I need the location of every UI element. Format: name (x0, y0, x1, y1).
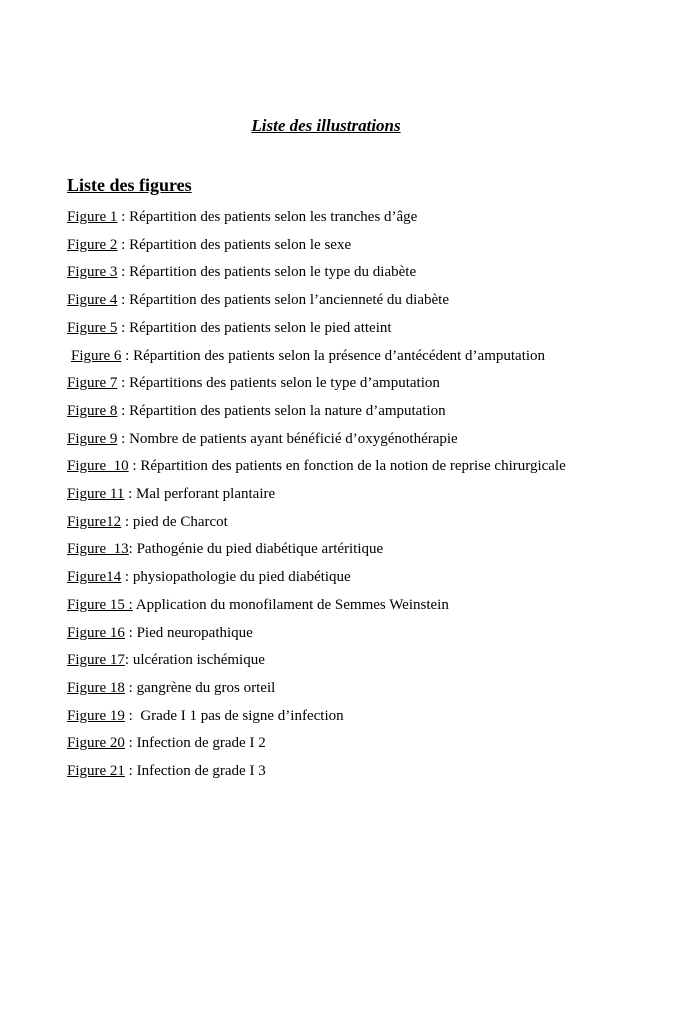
figure-caption: Répartition des patients selon le sexe (129, 236, 352, 253)
figure-caption: Répartition des patients selon la nature d’amputation (129, 402, 446, 419)
figure-label: Figure 11 (67, 486, 125, 503)
figure-label: Figure 3 (67, 264, 118, 281)
figure-caption: Répartitions des patients selon le type d’amputation (129, 375, 440, 392)
figure-separator: : (117, 209, 130, 225)
figure-label: Figure 5 (67, 319, 118, 336)
figure-label: Figure14 (67, 569, 122, 586)
figure-caption: Mal perforant plantaire (136, 486, 276, 503)
figure-caption: Répartition des patients selon l’ancienneté du diabète (129, 292, 449, 309)
figure-separator: : (124, 679, 137, 696)
figure-caption: physiopathologie du pied diabétique (132, 569, 351, 586)
list-item (67, 647, 585, 675)
list-item (67, 620, 585, 648)
list-item (67, 453, 585, 481)
figure-separator: : (121, 569, 133, 586)
figure-label: Figure 4 (67, 292, 118, 309)
figure-list (67, 204, 585, 786)
figure-label: Figure 7 (67, 375, 118, 392)
list-item (67, 758, 585, 786)
list-item (67, 481, 585, 509)
list-item (67, 287, 585, 315)
figure-separator: : (117, 236, 130, 253)
figure-caption: ulcération ischémique (132, 652, 265, 669)
figure-caption: Répartition des patients selon le type du diabète (129, 264, 417, 281)
figure-separator: : (124, 652, 133, 669)
figure-label: Figure 9 (67, 430, 118, 447)
list-item (67, 564, 585, 592)
figure-separator: : (117, 430, 130, 447)
figure-label: Figure 2 (67, 236, 118, 253)
figure-label: Figure 10 (67, 458, 129, 475)
list-item (67, 370, 585, 398)
section-heading: Liste des figures (67, 175, 192, 195)
figure-caption: Répartition des patients selon les tranches d’âge (129, 209, 418, 225)
list-item (67, 509, 585, 537)
list-item (67, 204, 585, 232)
figure-separator: : (128, 458, 141, 475)
figure-separator: : (124, 707, 141, 724)
figure-label: Figure12 (67, 513, 122, 530)
figure-label: Figure 16 (67, 624, 125, 641)
list-item (67, 315, 585, 343)
figure-separator: : (117, 402, 130, 419)
figure-separator: : (121, 347, 134, 364)
figure-label: Figure 6 (71, 347, 122, 364)
list-item (67, 675, 585, 703)
figure-separator: : (117, 319, 130, 336)
list-item (67, 703, 585, 731)
figure-caption: gangrène du gros orteil (136, 679, 276, 696)
figure-caption: Pathogénie du pied diabétique artéritique (136, 541, 384, 558)
figure-caption: Application du monofilament de Semmes Weinstein (135, 596, 449, 613)
list-item (67, 592, 585, 620)
figure-caption: Pied neuropathique (136, 624, 253, 641)
figure-caption: Grade I 1 pas de signe d’infection (140, 707, 344, 724)
figure-separator: : (124, 486, 137, 503)
list-item (67, 536, 585, 564)
figure-separator: : (124, 763, 137, 780)
figure-separator: : (124, 735, 137, 752)
figure-separator: : (124, 624, 137, 641)
figure-label: Figure 8 (67, 402, 118, 419)
figure-label: Figure 1 (67, 209, 118, 225)
figure-caption: Répartition des patients selon la présence d’antécédent d’amputation (133, 347, 546, 364)
figure-caption: pied de Charcot (132, 513, 228, 530)
figure-label: Figure 20 (67, 735, 125, 752)
figure-separator: : (117, 375, 130, 392)
figure-separator: : (121, 513, 133, 530)
figure-caption: Répartition des patients selon le pied atteint (129, 319, 392, 336)
figure-label: Figure 17 (67, 652, 125, 669)
figure-label: Figure 13 (67, 541, 129, 558)
figure-caption: Infection de grade I 2 (136, 735, 266, 752)
figure-label: Figure 21 (67, 763, 125, 780)
list-item (67, 232, 585, 260)
list-item (67, 730, 585, 758)
figure-caption: Infection de grade I 3 (136, 763, 266, 780)
figure-separator: : (117, 292, 130, 309)
list-item (67, 343, 585, 371)
figure-label: Figure 15 : (67, 596, 133, 613)
figure-caption: Répartition des patients en fonction de la notion de reprise chirurgicale (140, 458, 566, 475)
list-item (67, 259, 585, 287)
figure-separator: : (117, 264, 130, 281)
list-item (67, 398, 585, 426)
figure-separator: : (128, 541, 137, 558)
figure-label: Figure 18 (67, 679, 125, 696)
figure-caption: Nombre de patients ayant bénéficié d’oxygénothérapie (129, 430, 458, 447)
list-item (67, 426, 585, 454)
figure-label: Figure 19 (67, 707, 125, 724)
page-title: Liste des illustrations (251, 116, 401, 135)
